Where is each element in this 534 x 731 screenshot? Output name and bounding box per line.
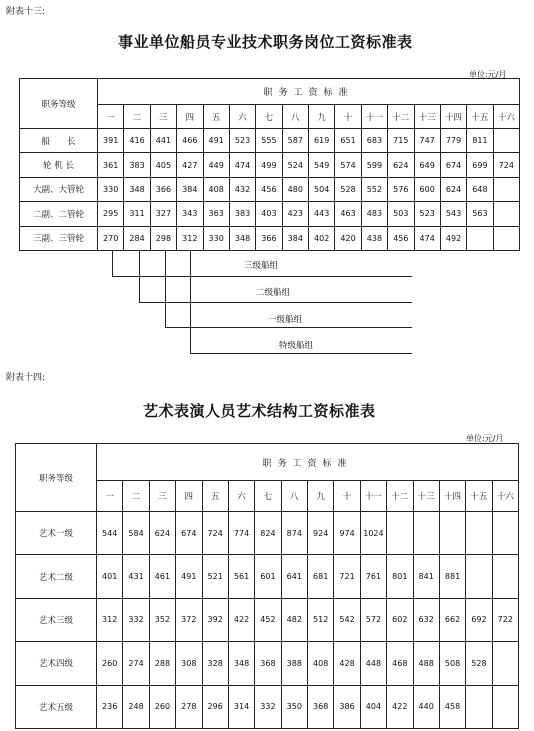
table-cell: 260 <box>97 642 123 685</box>
art-table-column-header: 十三 <box>413 481 439 512</box>
table-cell: 624 <box>440 177 466 201</box>
table-cell: 674 <box>176 512 202 555</box>
table-cell: 348 <box>228 642 254 685</box>
table-cell: 499 <box>256 153 282 177</box>
table-cell: 328 <box>202 642 228 685</box>
seaman-table-column-header: 十三 <box>414 105 440 129</box>
table-cell: 448 <box>360 642 386 685</box>
table-cell: 552 <box>361 177 387 201</box>
table-row <box>16 598 519 641</box>
table-cell: 288 <box>149 642 175 685</box>
art-table-header-row <box>16 444 519 481</box>
art-table-column-header: 三 <box>149 481 175 512</box>
art-table-row-label: 艺术三级 <box>16 598 97 641</box>
table-cell <box>493 226 519 250</box>
unit-label-14: 单位:元/月 <box>466 434 504 443</box>
art-table-column-header: 十 <box>334 481 360 512</box>
art-table-column-header: 一 <box>97 481 123 512</box>
table-cell: 350 <box>281 685 307 728</box>
appendix-label-13: 附表十三: <box>6 7 46 17</box>
table-cell <box>466 555 492 598</box>
table-cell: 420 <box>335 226 361 250</box>
table-cell: 416 <box>124 129 150 153</box>
table-cell <box>492 685 518 728</box>
table-cell: 314 <box>228 685 254 728</box>
group-label-special: 特级船组 <box>279 341 314 351</box>
table-cell: 747 <box>414 129 440 153</box>
table-row <box>16 512 519 555</box>
table-cell: 383 <box>124 153 150 177</box>
table-cell: 443 <box>309 202 335 226</box>
table-row <box>20 129 520 153</box>
seaman-table-column-header: 十二 <box>388 105 414 129</box>
table-cell <box>492 512 518 555</box>
seaman-table-column-header: 八 <box>282 105 308 129</box>
table-title-13: 事业单位船员专业技术职务岗位工资标准表 <box>118 33 413 51</box>
table-cell: 491 <box>176 555 202 598</box>
seaman-table-column-header: 九 <box>309 105 335 129</box>
table-cell: 528 <box>335 177 361 201</box>
table-cell: 422 <box>387 685 413 728</box>
seaman-table-column-header: 十四 <box>440 105 466 129</box>
table-cell: 463 <box>335 202 361 226</box>
table-cell: 874 <box>281 512 307 555</box>
table-cell: 295 <box>98 202 124 226</box>
art-table-column-header: 十二 <box>387 481 413 512</box>
table-cell: 624 <box>388 153 414 177</box>
table-cell: 458 <box>439 685 465 728</box>
table-cell: 721 <box>334 555 360 598</box>
table-cell: 405 <box>150 153 176 177</box>
table-cell: 649 <box>414 153 440 177</box>
table-cell: 361 <box>98 153 124 177</box>
table-cell: 549 <box>309 153 335 177</box>
seaman-table-column-header: 二 <box>124 105 150 129</box>
table-cell <box>467 226 493 250</box>
table-cell: 488 <box>413 642 439 685</box>
table-cell: 384 <box>177 177 203 201</box>
seaman-table-row-label: 船 长 <box>20 129 98 153</box>
table-cell: 801 <box>387 555 413 598</box>
table-cell: 699 <box>467 153 493 177</box>
unit-label-13: 单位:元/月 <box>469 70 507 79</box>
table-cell: 388 <box>281 642 307 685</box>
table-cell: 392 <box>202 598 228 641</box>
table-cell: 348 <box>229 226 255 250</box>
art-table-row-label: 艺术一级 <box>16 512 97 555</box>
table-cell: 438 <box>361 226 387 250</box>
art-table-column-header: 七 <box>255 481 281 512</box>
table-cell: 561 <box>228 555 254 598</box>
art-table-span-header: 职务工资标准 <box>97 444 519 481</box>
table-cell: 483 <box>361 202 387 226</box>
table-cell: 408 <box>308 642 334 685</box>
table-cell: 543 <box>440 202 466 226</box>
table-cell <box>413 512 439 555</box>
table-cell: 724 <box>493 153 519 177</box>
group-label-1: 一级船组 <box>268 315 303 325</box>
table-row <box>16 685 519 728</box>
table-cell: 428 <box>334 642 360 685</box>
table-cell: 474 <box>229 153 255 177</box>
table-cell: 974 <box>334 512 360 555</box>
seaman-table-column-header: 一 <box>98 105 124 129</box>
table-row <box>20 153 520 177</box>
table-cell: 284 <box>124 226 150 250</box>
art-table-column-header: 二 <box>123 481 149 512</box>
table-cell: 468 <box>387 642 413 685</box>
art-table-row-label: 艺术四级 <box>16 642 97 685</box>
table-cell: 599 <box>361 153 387 177</box>
table-cell: 524 <box>282 153 308 177</box>
table-cell: 624 <box>149 512 175 555</box>
art-table-column-header: 十一 <box>360 481 386 512</box>
table-cell: 404 <box>360 685 386 728</box>
table-cell: 449 <box>203 153 229 177</box>
art-table-column-header: 六 <box>228 481 254 512</box>
table-cell: 452 <box>255 598 281 641</box>
table-cell: 542 <box>334 598 360 641</box>
table-cell: 692 <box>466 598 492 641</box>
art-table-row-header: 职务等级 <box>16 444 97 512</box>
table-cell: 482 <box>281 598 307 641</box>
table-cell: 366 <box>256 226 282 250</box>
seaman-table-column-header: 七 <box>256 105 282 129</box>
table-cell: 427 <box>177 153 203 177</box>
art-table-column-header: 八 <box>281 481 307 512</box>
seaman-table-column-header: 十五 <box>467 105 493 129</box>
table-cell: 343 <box>177 202 203 226</box>
table-cell: 352 <box>149 598 175 641</box>
table-cell: 563 <box>467 202 493 226</box>
table-cell: 332 <box>255 685 281 728</box>
table-cell: 440 <box>413 685 439 728</box>
table-cell: 348 <box>124 177 150 201</box>
table-cell: 274 <box>123 642 149 685</box>
table-cell: 528 <box>466 642 492 685</box>
table-cell: 308 <box>176 642 202 685</box>
table-cell: 386 <box>334 685 360 728</box>
table-cell <box>493 202 519 226</box>
seaman-table-column-header: 十六 <box>493 105 519 129</box>
table-cell <box>466 512 492 555</box>
table-cell: 431 <box>123 555 149 598</box>
table-cell: 260 <box>149 685 175 728</box>
table-cell: 662 <box>439 598 465 641</box>
table-cell: 683 <box>361 129 387 153</box>
table-row <box>16 642 519 685</box>
table-cell: 555 <box>256 129 282 153</box>
table-cell: 521 <box>202 555 228 598</box>
table-cell: 544 <box>97 512 123 555</box>
table-cell <box>387 512 413 555</box>
table-cell: 715 <box>388 129 414 153</box>
table-cell: 372 <box>176 598 202 641</box>
table-cell: 312 <box>177 226 203 250</box>
seaman-table-span-header: 职务工资标准 <box>98 79 520 105</box>
table-cell: 774 <box>228 512 254 555</box>
table-cell: 332 <box>123 598 149 641</box>
seaman-table-column-header: 三 <box>150 105 176 129</box>
appendix-label-14: 附表十四: <box>6 373 46 383</box>
art-table-column-header: 四 <box>176 481 202 512</box>
table-cell: 761 <box>360 555 386 598</box>
table-cell: 312 <box>97 598 123 641</box>
table-cell <box>439 512 465 555</box>
table-row <box>20 226 520 250</box>
table-cell: 722 <box>492 598 518 641</box>
table-cell: 492 <box>440 226 466 250</box>
seaman-table-column-header: 五 <box>203 105 229 129</box>
table-cell: 480 <box>282 177 308 201</box>
group-label-3: 三级船组 <box>244 261 279 271</box>
table-cell: 674 <box>440 153 466 177</box>
table-cell: 432 <box>229 177 255 201</box>
seaman-table-header-row <box>20 79 520 105</box>
table-cell: 572 <box>360 598 386 641</box>
table-cell: 363 <box>203 202 229 226</box>
table-cell: 651 <box>335 129 361 153</box>
table-cell <box>492 555 518 598</box>
table-cell: 327 <box>150 202 176 226</box>
table-cell: 602 <box>387 598 413 641</box>
seaman-table-column-header: 六 <box>229 105 255 129</box>
table-row <box>16 555 519 598</box>
table-cell: 648 <box>467 177 493 201</box>
table-cell: 236 <box>97 685 123 728</box>
table-cell: 841 <box>413 555 439 598</box>
table-cell: 512 <box>308 598 334 641</box>
table-cell: 523 <box>414 202 440 226</box>
art-table-row-label: 艺术五级 <box>16 685 97 728</box>
table-cell: 391 <box>98 129 124 153</box>
table-cell: 881 <box>439 555 465 598</box>
table-cell: 456 <box>388 226 414 250</box>
art-table-row-label: 艺术二级 <box>16 555 97 598</box>
table-cell: 403 <box>256 202 282 226</box>
table-cell: 296 <box>202 685 228 728</box>
table-cell: 924 <box>308 512 334 555</box>
art-table-column-header: 十五 <box>466 481 492 512</box>
table-cell: 523 <box>229 129 255 153</box>
table-cell: 270 <box>98 226 124 250</box>
table-cell: 504 <box>309 177 335 201</box>
table-title-14: 艺术表演人员艺术结构工资标准表 <box>143 402 376 420</box>
table-cell: 491 <box>203 129 229 153</box>
seaman-table-row-label: 轮 机 长 <box>20 153 98 177</box>
table-cell: 311 <box>124 202 150 226</box>
table-row <box>20 177 520 201</box>
seaman-table-column-header: 十一 <box>361 105 387 129</box>
table-cell: 368 <box>255 642 281 685</box>
table-cell: 368 <box>308 685 334 728</box>
table-cell: 456 <box>256 177 282 201</box>
table-cell: 574 <box>335 153 361 177</box>
seaman-table-row-label: 三副、三管轮 <box>20 226 98 250</box>
table-cell: 1024 <box>360 512 386 555</box>
seaman-wage-table <box>19 78 520 251</box>
seaman-table-row-header: 职务等级 <box>20 79 98 129</box>
seaman-table-column-header: 十 <box>335 105 361 129</box>
table-cell: 503 <box>388 202 414 226</box>
table-cell: 330 <box>203 226 229 250</box>
table-cell: 632 <box>413 598 439 641</box>
table-cell: 298 <box>150 226 176 250</box>
table-cell: 423 <box>282 202 308 226</box>
table-cell: 466 <box>177 129 203 153</box>
table-cell: 366 <box>150 177 176 201</box>
table-cell: 600 <box>414 177 440 201</box>
table-cell: 824 <box>255 512 281 555</box>
table-cell: 401 <box>97 555 123 598</box>
table-cell: 248 <box>123 685 149 728</box>
art-table-column-header: 十四 <box>439 481 465 512</box>
table-cell: 584 <box>123 512 149 555</box>
table-cell <box>493 129 519 153</box>
table-cell: 576 <box>388 177 414 201</box>
table-cell: 402 <box>309 226 335 250</box>
group-label-2: 二级船组 <box>256 288 291 298</box>
table-cell: 587 <box>282 129 308 153</box>
table-cell: 508 <box>439 642 465 685</box>
table-cell <box>466 685 492 728</box>
table-cell: 278 <box>176 685 202 728</box>
seaman-table-column-header: 四 <box>177 105 203 129</box>
table-cell: 641 <box>281 555 307 598</box>
table-cell: 474 <box>414 226 440 250</box>
table-cell: 811 <box>467 129 493 153</box>
table-cell: 441 <box>150 129 176 153</box>
table-cell: 461 <box>149 555 175 598</box>
art-table-column-header: 五 <box>202 481 228 512</box>
table-cell: 408 <box>203 177 229 201</box>
seaman-table-row-label: 大副、大管轮 <box>20 177 98 201</box>
table-cell: 601 <box>255 555 281 598</box>
table-row <box>20 202 520 226</box>
table-cell: 330 <box>98 177 124 201</box>
table-cell: 619 <box>309 129 335 153</box>
table-cell <box>492 642 518 685</box>
table-cell: 384 <box>282 226 308 250</box>
art-table-column-header: 十六 <box>492 481 518 512</box>
table-cell: 681 <box>308 555 334 598</box>
table-cell: 724 <box>202 512 228 555</box>
art-wage-table <box>15 443 519 729</box>
table-cell: 383 <box>229 202 255 226</box>
table-cell: 422 <box>228 598 254 641</box>
table-cell <box>493 177 519 201</box>
seaman-table-row-label: 二副、二管轮 <box>20 202 98 226</box>
art-table-column-header: 九 <box>308 481 334 512</box>
table-cell: 779 <box>440 129 466 153</box>
